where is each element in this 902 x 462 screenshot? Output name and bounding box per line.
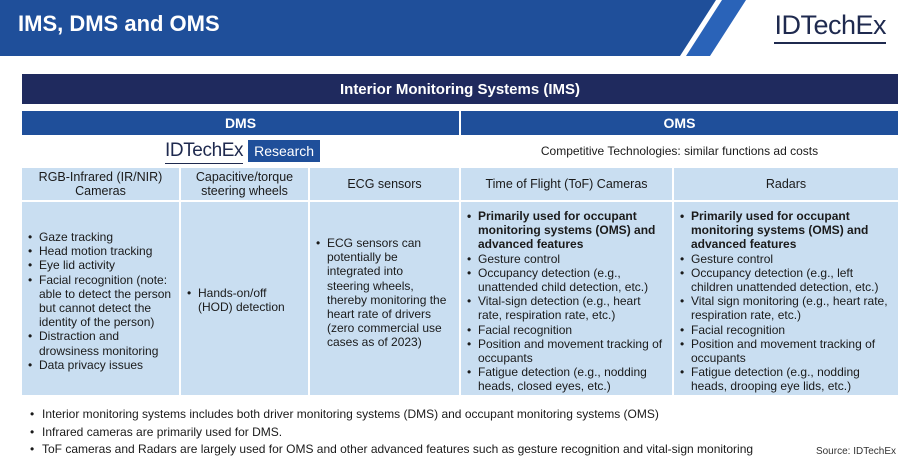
list-item: • Vital sign monitoring (e.g., heart rate, respiration rate, etc.)	[678, 294, 892, 322]
column-header-label: Capacitive/torque steering wheels	[195, 170, 294, 198]
list-item: • ECG sensors can potentially be integrated into steering wheels, thereby monitoring the heart rate of drivers (zero commercial use cases as of 2023)	[314, 236, 449, 350]
list-item: • Primarily used for occupant monitoring systems (OMS) and advanced features	[465, 209, 666, 252]
list-item: • Occupancy detection (e.g., left children unattended detection, etc.)	[678, 266, 892, 294]
dms-header: DMS	[22, 111, 459, 135]
list-item: • Gesture control	[465, 252, 666, 266]
column-body-rgb-ir	[22, 202, 179, 395]
list-item: • Vital-sign detection (e.g., heart rate, respiration rate, etc.)	[465, 294, 666, 322]
list-item: • Facial recognition	[465, 323, 666, 337]
column-body-steering	[181, 202, 308, 395]
column-header-label: Time of Flight (ToF) Cameras	[485, 177, 648, 191]
research-logo-tag: Research	[248, 140, 320, 162]
column-body-tof	[461, 202, 672, 395]
oms-header: OMS	[461, 111, 898, 135]
footnotes	[28, 406, 753, 459]
column-header-rgb-ir	[22, 168, 179, 200]
feature-list	[465, 209, 666, 394]
list-item: • Gesture control	[678, 252, 892, 266]
slide-title: IMS, DMS and OMS	[18, 11, 220, 36]
list-item: • Fatigue detection (e.g., nodding heads, closed eyes, etc.)	[465, 365, 666, 393]
list-item: • Primarily used for occupant monitoring systems (OMS) and advanced features	[678, 209, 892, 252]
column-header-ecg	[310, 168, 459, 200]
list-item: • Occupancy detection (e.g., unattended child detection, etc.)	[465, 266, 666, 294]
competitive-note: Competitive Technologies: similar functions ad costs	[540, 144, 819, 158]
column-body-ecg	[310, 202, 459, 395]
brand-logo	[774, 10, 886, 41]
list-item: • Eye lid activity	[26, 258, 173, 272]
list-item: • Head motion tracking	[26, 244, 173, 258]
ims-title-bar: Interior Monitoring Systems (IMS)	[22, 74, 898, 104]
column-header-radars	[674, 168, 898, 200]
footnote-item: • Interior monitoring systems includes both driver monitoring systems (DMS) and occupant monitoring systems (OMS)	[28, 406, 753, 424]
column-header-label: RGB-Infrared (IR/NIR) Cameras	[38, 170, 163, 198]
footnote-item: • Infrared cameras are primarily used for DMS.	[28, 424, 753, 442]
research-logo	[165, 140, 320, 162]
column-header-tof	[461, 168, 672, 200]
feature-list	[26, 230, 173, 372]
list-item: • Data privacy issues	[26, 358, 173, 372]
research-logo-name-text: IDTechEx	[165, 140, 244, 161]
column-header-steering	[181, 168, 308, 200]
list-item: • Hands-on/off (HOD) detection	[185, 286, 300, 314]
research-logo-name	[165, 140, 248, 162]
list-item: • Facial recognition	[678, 323, 892, 337]
footnote-item: • ToF cameras and Radars are largely used for OMS and other advanced features such as gesture recognition and vital-sign monitoring	[28, 441, 753, 459]
list-item: • Gaze tracking	[26, 230, 173, 244]
feature-list	[185, 286, 300, 314]
feature-list	[314, 236, 449, 350]
feature-list	[678, 209, 892, 394]
slide-header	[0, 0, 902, 56]
column-header-label: ECG sensors	[347, 177, 422, 191]
list-item: • Distraction and drowsiness monitoring	[26, 329, 173, 357]
column-header-label: Radars	[765, 177, 807, 191]
brand-logo-text: IDTechEx	[774, 10, 886, 40]
source-credit: Source: IDTechEx	[815, 446, 896, 457]
research-logo-underline	[165, 163, 243, 165]
list-item: • Position and movement tracking of occupants	[678, 337, 892, 365]
list-item: • Position and movement tracking of occupants	[465, 337, 666, 365]
column-body-radars	[674, 202, 898, 395]
brand-logo-underline	[774, 42, 886, 44]
list-item: • Fatigue detection (e.g., nodding heads, drooping eye lids, etc.)	[678, 365, 892, 393]
list-item: • Facial recognition (note: able to detect the person but cannot detect the identity of the person)	[26, 273, 173, 330]
